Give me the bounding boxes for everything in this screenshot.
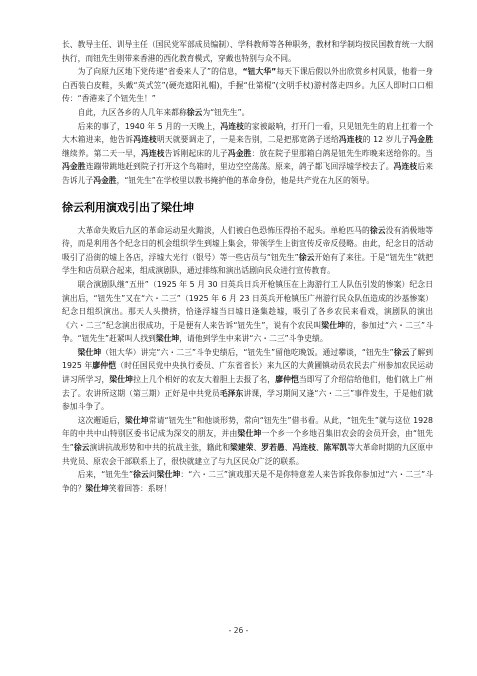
text-run: 自此，九区各乡的人几年来都称 xyxy=(77,107,187,117)
text-block-top xyxy=(62,38,433,188)
bold-name: 冯金胜 xyxy=(227,148,252,158)
bold-name: 陈军凯 xyxy=(323,443,348,453)
text-run: 明天就要调走了，一是来告别，二是把那宽鸽子送给 xyxy=(156,135,339,145)
bold-name: 冯连枝 xyxy=(393,162,418,172)
bold-name: 梁仕坤 xyxy=(85,483,109,493)
bold-name: 冯连枝 xyxy=(338,135,363,145)
text-run: 问 xyxy=(148,470,157,480)
bold-name: 廖仲恺 xyxy=(275,375,299,385)
text-run: 开始有了来往。于是“钮先生”就把学生和店员联合起来，组成演剧队，通过排练和演出话剧向民众进行宣传教育。 xyxy=(62,252,434,276)
text-run: 为了向原九区地下党传递“省委来人了”的信息， xyxy=(77,67,243,77)
text-run: 一个乡一个乡地召集旧农会的会员开会，由“钮先生” xyxy=(62,429,433,453)
bold-name: 梁仕坤 xyxy=(109,375,134,385)
text-block-bottom xyxy=(62,224,433,496)
bold-name: 徐云 xyxy=(186,107,203,117)
text-run: 等大革命时期的九区原中共党员、原农会干部联系上了，很快就建立了与九区民众广泛的联系。 xyxy=(62,443,434,466)
bold-name: 冯连枝 xyxy=(220,121,245,131)
bold-name: 冯连枝 xyxy=(133,135,157,145)
text-run: 后来告诉儿子 xyxy=(62,162,434,185)
text-run: ，请他到学生中来讲“六・二三”斗争史绩。 xyxy=(179,334,328,344)
bold-name: 廖仲恺 xyxy=(92,361,117,371)
paragraph xyxy=(62,65,433,106)
section-title: 徐云利用演戏引出了梁仕坤 xyxy=(62,200,194,214)
text-run: 大革命失败后九区的革命运动星火黯淡，人们被白色恐怖压得抬不起头。单枪匹马的 xyxy=(77,225,370,235)
text-run: 连蹦带跳地赶到院子打开这个鸟箱时，里边空空荡荡。原来，鸽子都飞回浮墟学校去了。 xyxy=(85,162,394,172)
text-run: 笑着回答：系呀！ xyxy=(108,483,172,493)
bold-name: “钮大华” xyxy=(242,67,277,77)
paragraph xyxy=(62,346,433,414)
bold-name: 徐云 xyxy=(133,470,149,480)
text-run: 为“钮先生”。 xyxy=(202,107,250,117)
bold-name: 梁仕坤 xyxy=(156,470,181,480)
paragraph xyxy=(62,38,433,65)
text-run: 、 xyxy=(253,443,262,453)
bold-name: 梁仕坤 xyxy=(155,334,180,344)
bold-name: 冯连枝 xyxy=(292,443,316,453)
paragraph xyxy=(62,120,433,188)
text-run: 继续养。第二天一早， xyxy=(62,148,141,158)
text-run: 告诉刚起床的儿子 xyxy=(164,148,228,158)
paragraph xyxy=(62,278,433,346)
bold-name: 冯金胜 xyxy=(62,162,86,172)
text-run: 长、教导主任、训导主任（国民党军部成员编制）、学科教师等各种职务，教材和学制均按民国教育统一大纲执行，而钮先生则带来香港的西化教育模式，穿戴也特别与众不同。 xyxy=(62,40,433,63)
text-run: 、 xyxy=(315,443,324,453)
bold-name: 冯连枝 xyxy=(140,148,165,158)
text-run: ，“钮先生”在学校里以教书掩护他的革命身份，他是共产党在九区的领导。 xyxy=(116,175,375,185)
bold-name: 冯金胜 xyxy=(409,135,433,145)
text-run: 这次邂逅后， xyxy=(77,415,125,425)
paragraph xyxy=(62,468,433,495)
bold-name: 梁仕坤 xyxy=(125,415,149,425)
text-run: 没有消极地等待，而是利用各个纪念日的机会组织学生到墟上集会，带领学生上街宣传反帝反侵略。由此，纪念日的活动吸引了沿街的墟上各店，浮墟大光行（银号）等一些店员与“钮先生” xyxy=(62,225,434,262)
text-run: 演讲抗战形势和中共的抗战主张，籍此和 xyxy=(89,443,231,453)
bold-name: 徐云 xyxy=(73,443,90,453)
bold-name: 徐云 xyxy=(393,347,410,357)
paragraph xyxy=(62,414,433,468)
text-run: 了解到 1925 年 xyxy=(62,347,434,371)
text-run: 每天下课后假以外出欣赏乡村风景，他着一身白西装白皮鞋，头戴“英式笠”(硬壳遮阳礼帽)，手握“仕第棍”(文明手杖)游村落走四乡。九区人即时口口相传：“香港来了个钮先生！” xyxy=(62,67,434,104)
bold-name: 徐云 xyxy=(369,225,386,235)
bold-name: 梁仕坤 xyxy=(237,429,262,439)
text-run: 后来的事了，1940 年 5 月的一天晚上， xyxy=(77,121,221,131)
bold-name: 梁建荣 xyxy=(230,443,254,453)
text-run: 联合演剧队继“五卅”（1925 年 5 月 30 日英兵日兵开枪镇压在上海游行工人队伍引发的惨案）纪念日演出后，“钮先生”又在“六・二三”（1925 年 6 月 23 日英兵开枪镇压广州游行民众队伍造成的沙基惨案）纪念日组织演出。那天人头攒挤，恰逢浮墟当日墟日逢集趁墟，吸引了各乡农民来看戏，演剧队的演出《六・二三”纪念演出很成功，于是便有人来告诉“钮先生”，说有个农民叫 xyxy=(62,279,433,330)
bold-name: 梁仕坤 xyxy=(321,320,346,330)
text-run: （时任国民党中央执行委员、广东省省长）来九区的大黄圃镇动员农民去广州参加农民运动讲习所学习， xyxy=(62,361,433,385)
bold-name: 冯金胜 xyxy=(93,175,117,185)
bold-name: 梁仕坤 xyxy=(77,347,102,357)
text-run: 的，参加过“六・二三”斗争。“钮先生”赶紧叫人找到 xyxy=(62,320,433,344)
paragraph xyxy=(62,224,433,278)
text-run: 、 xyxy=(284,443,293,453)
text-run: 讲课，学习期间又逢“六・二三”事件发生，于是他们就参加斗争了。 xyxy=(62,388,434,412)
text-run: 的 12 岁儿子 xyxy=(362,135,410,145)
text-run: ：放在院子里那箱白鸽是钮先生昨晚来送给你的。当 xyxy=(251,148,434,158)
text-run: 当即写了介绍信给他们，他们就上广州去了。农讲所这期（第三期）正好是中共党员 xyxy=(62,375,434,398)
page-number: - 26 - xyxy=(228,626,249,635)
bold-name: 徐云 xyxy=(298,252,315,262)
text-run: 后来，“钮先生” xyxy=(77,470,134,480)
text-run: 拉上几个相好的农友大着胆上去报了名， xyxy=(133,375,276,385)
bold-name: 罗若愚 xyxy=(261,443,285,453)
text-run: ：“六・二三”演戏那天是不是你特意差人来告诉我你参加过“六・二三”斗争的？ xyxy=(62,470,434,493)
text-run: 的家被敲响，打开门一看，只见钮先生的肩上扛着一个大木箱进来，他告诉 xyxy=(62,121,434,145)
paragraph xyxy=(62,106,433,120)
text-run: 常请“钮先生”和他谈形势，常向“钮先生”借书看。从此，“钮先生”就与这位 1928 年的中共中山特别区委书记成为深交的朋友，并由 xyxy=(62,415,433,439)
text-run: （钮大华）讲完“六・二三”斗争史绩后，“钮先生”留他吃晚饭。通过攀谈，“钮先生” xyxy=(101,347,394,357)
bold-name: 毛泽东 xyxy=(219,388,244,398)
